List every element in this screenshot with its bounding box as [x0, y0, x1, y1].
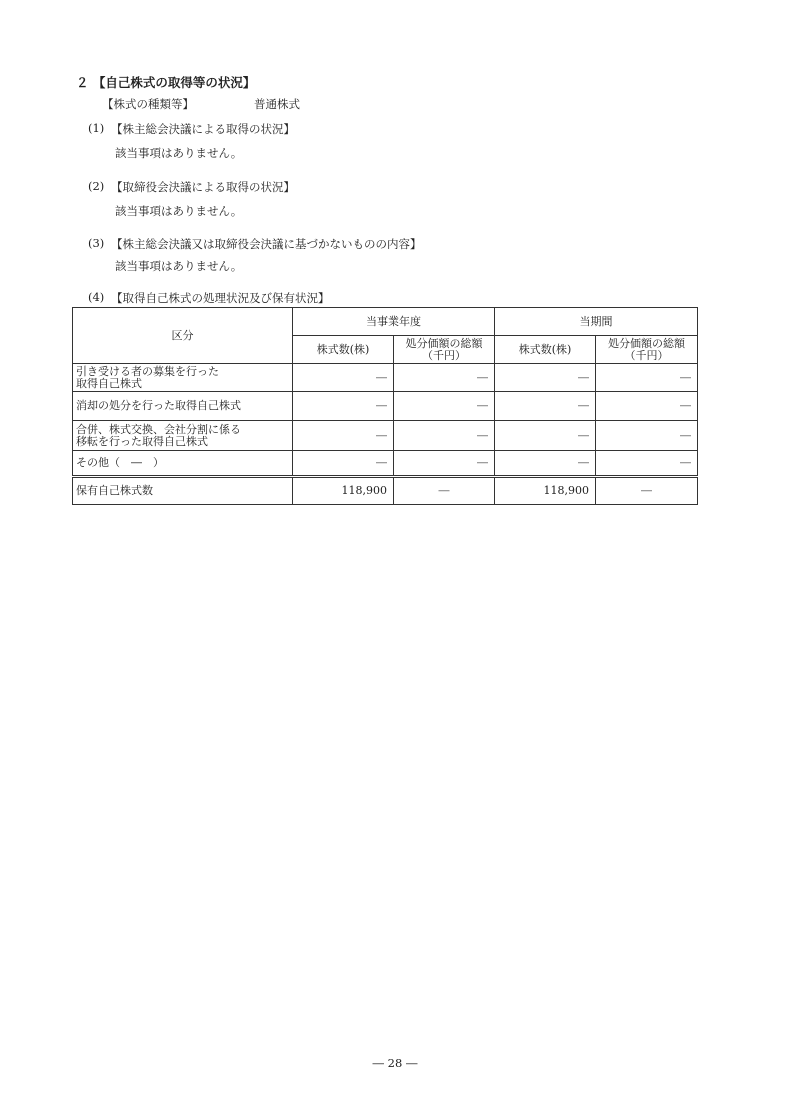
- holding-row: [73, 477, 698, 505]
- row-label-line2: 取得自己株式: [76, 376, 142, 390]
- item-1-body: 該当事項はありません。: [115, 146, 243, 160]
- row-label: その他（ ― ）: [73, 451, 293, 477]
- table-row: [73, 392, 698, 421]
- cell-value: ―: [394, 451, 495, 477]
- holding-amount-current-period: ―: [596, 477, 698, 505]
- holding-shares-current-period: 118,900: [495, 477, 596, 505]
- header-amount-1: [394, 336, 495, 364]
- header-amount-2-line2: （千円）: [624, 348, 669, 362]
- table-row: [73, 451, 698, 477]
- cell-value: ―: [293, 451, 394, 477]
- header-category: 区分: [73, 308, 293, 364]
- cell-value: ―: [293, 364, 394, 392]
- page-number: ― 28 ―: [372, 1056, 418, 1070]
- row-label-line2: 移転を行った取得自己株式: [76, 434, 208, 448]
- section-title: ２ 【自己株式の取得等の状況】: [76, 75, 256, 90]
- cell-value: ―: [394, 421, 495, 451]
- cell-value: ―: [596, 392, 698, 421]
- item-3-heading: 【株主総会決議又は取締役会決議に基づかないものの内容】: [111, 237, 422, 251]
- stock-type-value: 普通株式: [254, 97, 300, 111]
- item-1-number: (1): [88, 121, 105, 135]
- header-amount-1-line1: 処分価額の総額: [405, 336, 483, 350]
- cell-value: ―: [495, 451, 596, 477]
- row-label-line1: 引き受ける者の募集を行った: [76, 364, 219, 378]
- header-amount-2: [596, 336, 698, 364]
- table-row: [73, 421, 698, 451]
- cell-value: ―: [394, 392, 495, 421]
- holding-amount-current-year: ―: [394, 477, 495, 505]
- item-4-heading: 【取得自己株式の処理状況及び保有状況】: [111, 291, 330, 305]
- cell-value: ―: [596, 364, 698, 392]
- cell-value: ―: [495, 421, 596, 451]
- item-2-body: 該当事項はありません。: [115, 204, 243, 218]
- item-3-body: 該当事項はありません。: [115, 259, 243, 273]
- header-amount-2-line1: 処分価額の総額: [608, 336, 685, 350]
- cell-value: ―: [596, 421, 698, 451]
- holding-shares-current-year: 118,900: [293, 477, 394, 505]
- row-label: 消却の処分を行った取得自己株式: [73, 392, 293, 421]
- cell-value: ―: [293, 392, 394, 421]
- row-label: [73, 421, 293, 451]
- item-2-number: (2): [88, 179, 105, 193]
- header-shares-1: 株式数(株): [293, 336, 394, 364]
- treasury-stock-table: [72, 307, 698, 505]
- row-label: [73, 364, 293, 392]
- holding-label: 保有自己株式数: [73, 477, 293, 505]
- cell-value: ―: [293, 421, 394, 451]
- item-2-heading: 【取締役会決議による取得の状況】: [111, 180, 295, 194]
- cell-value: ―: [596, 451, 698, 477]
- cell-value: ―: [495, 364, 596, 392]
- item-3-number: (3): [88, 236, 105, 250]
- header-shares-2: 株式数(株): [495, 336, 596, 364]
- item-1-heading: 【株主総会決議による取得の状況】: [111, 122, 295, 136]
- cell-value: ―: [495, 392, 596, 421]
- header-current-period: 当期間: [495, 308, 698, 336]
- cell-value: ―: [394, 364, 495, 392]
- row-label-line1: 合併、株式交換、会社分割に係る: [76, 422, 241, 436]
- table-row: [73, 364, 698, 392]
- item-4-number: (4): [88, 290, 105, 304]
- header-amount-1-line2: （千円）: [422, 348, 466, 362]
- stock-type-label: 【株式の種類等】: [102, 97, 194, 111]
- header-current-fiscal-year: 当事業年度: [293, 308, 495, 336]
